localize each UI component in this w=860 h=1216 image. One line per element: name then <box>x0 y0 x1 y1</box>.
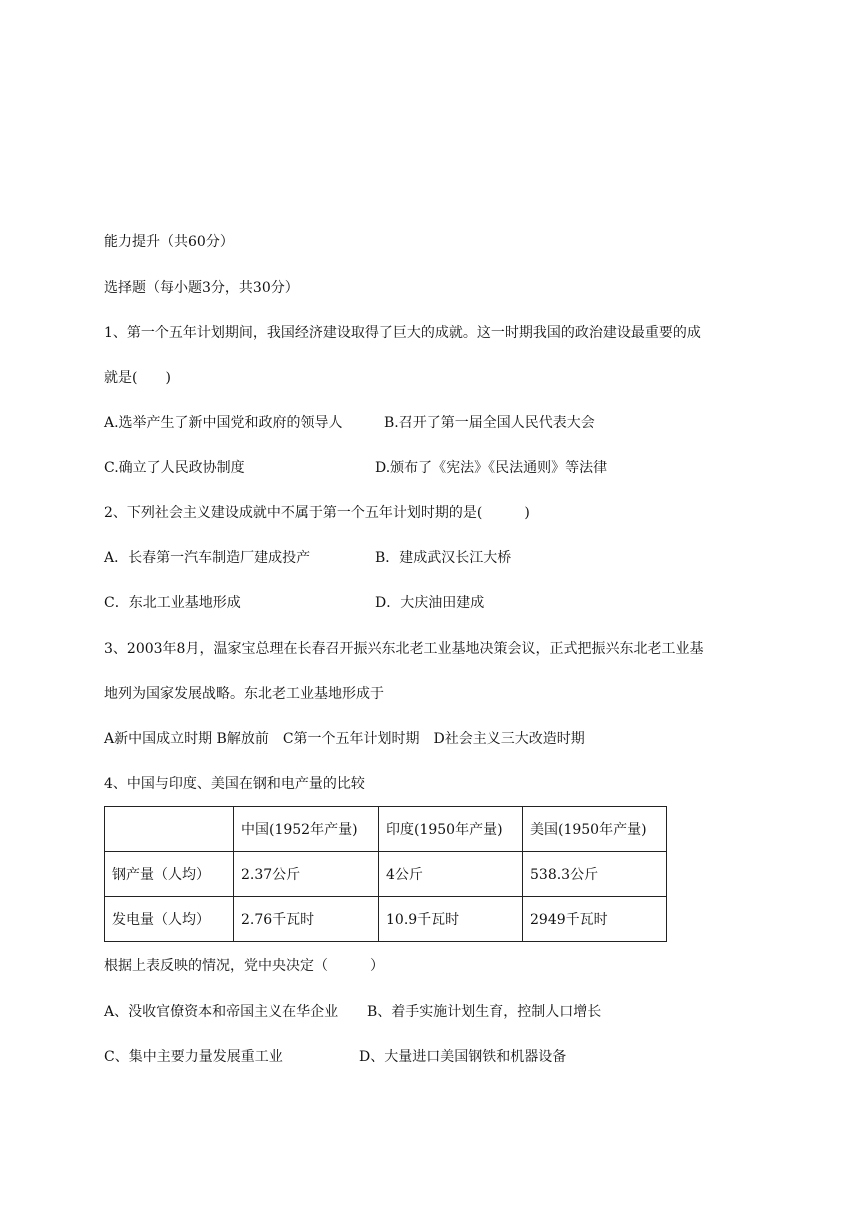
question-3-stem-line-2: 地列为国家发展战略。东北老工业基地形成于 <box>104 686 384 702</box>
question-4-option-a: A、没收官僚资本和帝国主义在华企业 <box>104 1004 339 1020</box>
question-1-option-c: C.确立了人民政协制度 <box>104 460 245 476</box>
table-cell: 发电量（人均） <box>105 897 234 942</box>
table-header-cell: 美国(1950年产量) <box>523 807 667 852</box>
question-4-stem: 4、中国与印度、美国在钢和电产量的比较 <box>104 776 365 792</box>
question-4-option-c: C、集中主要力量发展重工业 <box>104 1049 283 1065</box>
question-4-option-d: D、大量进口美国钢铁和机器设备 <box>359 1049 567 1065</box>
table-cell: 2.37公斤 <box>234 852 379 897</box>
question-1-stem-line-2: 就是( ) <box>104 370 171 386</box>
question-2-stem: 2、下列社会主义建设成就中不属于第一个五年计划时期的是( ) <box>104 505 530 521</box>
table-cell: 10.9千瓦时 <box>379 897 523 942</box>
question-3-stem-line-1: 3、2003年8月，温家宝总理在长春召开振兴东北老工业基地决策会议，正式把振兴东北老工业基 <box>104 641 704 657</box>
question-1-option-a: A.选举产生了新中国党和政府的领导人 <box>104 415 343 431</box>
question-1-option-b: B.召开了第一届全国人民代表大会 <box>384 415 595 431</box>
question-2-option-b: B．建成武汉长江大桥 <box>375 550 512 566</box>
question-3-options: A新中国成立时期 B解放前 C第一个五年计划时期 D社会主义三大改造时期 <box>104 731 585 747</box>
question-2-option-c: C．东北工业基地形成 <box>104 595 241 611</box>
table-row <box>105 852 667 897</box>
table-cell: 538.3公斤 <box>523 852 667 897</box>
table-cell: 钢产量（人均） <box>105 852 234 897</box>
question-4-follow-up: 根据上表反映的情况，党中央决定（ ） <box>104 958 384 974</box>
table-header-row <box>105 807 667 852</box>
question-4-option-b: B、着手实施计划生育，控制人口增长 <box>367 1004 602 1020</box>
subsection-title: 选择题（每小题3分，共30分） <box>104 280 299 296</box>
section-title: 能力提升（共60分） <box>104 234 234 250</box>
question-2-option-a: A．长春第一汽车制造厂建成投产 <box>104 550 311 566</box>
table-header-cell: 中国(1952年产量) <box>234 807 379 852</box>
table-cell: 2949千瓦时 <box>523 897 667 942</box>
table-cell: 4公斤 <box>379 852 523 897</box>
comparison-table <box>104 806 667 942</box>
question-2-option-d: D．大庆油田建成 <box>375 595 485 611</box>
table-row <box>105 897 667 942</box>
question-1-stem-line-1: 1、第一个五年计划期间，我国经济建设取得了巨大的成就。这一时期我国的政治建设最重要的成 <box>104 325 701 341</box>
question-1-option-d: D.颁布了《宪法》《民法通则》等法律 <box>375 460 608 476</box>
table-cell: 2.76千瓦时 <box>234 897 379 942</box>
table-header-cell <box>105 807 234 852</box>
table-header-cell: 印度(1950年产量) <box>379 807 523 852</box>
